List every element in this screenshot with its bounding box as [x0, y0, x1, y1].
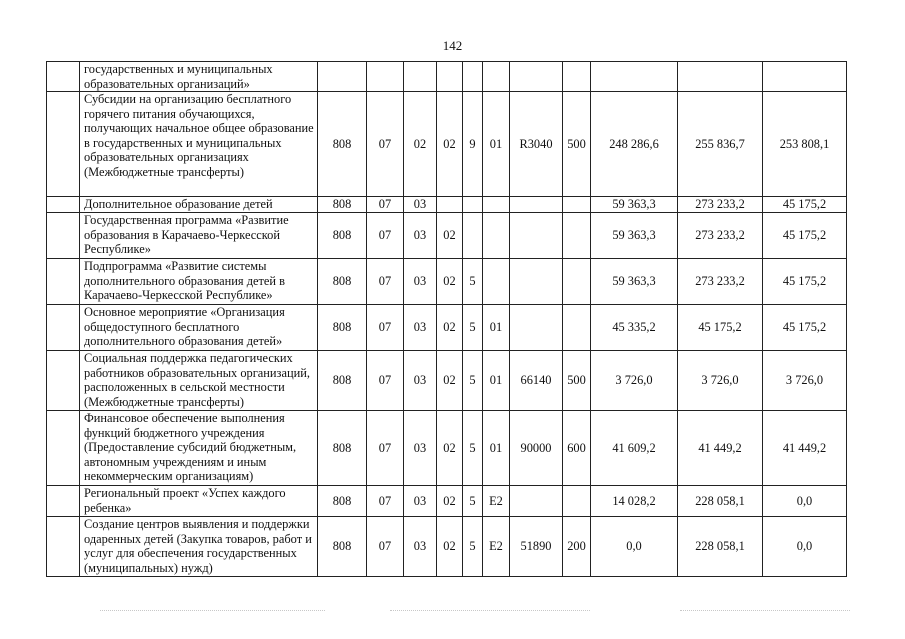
cell-sum1: 248 286,6 [591, 92, 678, 197]
cell-cs1: 02 [437, 411, 463, 486]
cell-ved: 808 [318, 259, 367, 305]
cell-ved: 808 [318, 305, 367, 351]
cell-cs3: E2 [483, 486, 510, 517]
cell-sum1: 45 335,2 [591, 305, 678, 351]
cell-cs2: 5 [463, 351, 483, 411]
cell-sum3: 41 449,2 [763, 411, 847, 486]
row-name-cell: Подпрограмма «Развитие системы дополнительного образования детей в Карачаево-Черкесской Республике» [80, 259, 318, 305]
row-number-cell [47, 351, 80, 411]
cell-cs4 [510, 259, 563, 305]
cell-rz: 07 [367, 517, 404, 577]
cell-sum3: 45 175,2 [763, 305, 847, 351]
cell-cs1 [437, 197, 463, 213]
cell-pr: 02 [404, 92, 437, 197]
cell-cs4 [510, 197, 563, 213]
table-row [47, 259, 847, 305]
cell-cs4: R3040 [510, 92, 563, 197]
cell-sum2: 255 836,7 [678, 92, 763, 197]
cell-sum3: 45 175,2 [763, 259, 847, 305]
cell-cs4: 66140 [510, 351, 563, 411]
table-body [47, 62, 847, 577]
cell-rz: 07 [367, 486, 404, 517]
row-name-cell: Государственная программа «Развитие образования в Карачаево-Черкесской Республике» [80, 213, 318, 259]
cell-cs1: 02 [437, 259, 463, 305]
cell-vr [563, 62, 591, 92]
cell-pr: 03 [404, 517, 437, 577]
cell-ved: 808 [318, 213, 367, 259]
cell-sum1: 3 726,0 [591, 351, 678, 411]
cell-sum1: 59 363,3 [591, 197, 678, 213]
cell-sum2: 228 058,1 [678, 517, 763, 577]
cell-ved: 808 [318, 517, 367, 577]
table-row [47, 411, 847, 486]
table-row [47, 62, 847, 92]
cell-pr: 03 [404, 259, 437, 305]
cell-sum3: 45 175,2 [763, 197, 847, 213]
row-number-cell [47, 259, 80, 305]
cell-cs3 [483, 259, 510, 305]
cell-pr: 03 [404, 197, 437, 213]
cell-cs3: 01 [483, 92, 510, 197]
cell-cs4 [510, 305, 563, 351]
cell-rz: 07 [367, 411, 404, 486]
cell-sum1: 0,0 [591, 517, 678, 577]
table-row [47, 305, 847, 351]
cell-sum1: 14 028,2 [591, 486, 678, 517]
table-row [47, 213, 847, 259]
cell-cs3 [483, 62, 510, 92]
cell-sum1: 59 363,3 [591, 213, 678, 259]
cell-cs3 [483, 197, 510, 213]
cell-pr: 03 [404, 305, 437, 351]
cell-cs1: 02 [437, 351, 463, 411]
cell-cs1: 02 [437, 517, 463, 577]
cell-sum1: 59 363,3 [591, 259, 678, 305]
footer-rule-left [100, 610, 325, 611]
cell-cs2: 5 [463, 486, 483, 517]
cell-sum3 [763, 62, 847, 92]
cell-vr [563, 259, 591, 305]
row-name-cell: Создание центров выявления и поддержки одаренных детей (Закупка товаров, работ и услуг для обеспечения государственных (муниципальных) нужд) [80, 517, 318, 577]
cell-cs2: 9 [463, 92, 483, 197]
cell-rz: 07 [367, 259, 404, 305]
cell-cs4 [510, 486, 563, 517]
cell-rz: 07 [367, 351, 404, 411]
cell-cs1: 02 [437, 305, 463, 351]
cell-cs1: 02 [437, 92, 463, 197]
cell-cs1: 02 [437, 213, 463, 259]
page-number: 142 [442, 38, 463, 53]
cell-vr: 500 [563, 92, 591, 197]
cell-rz: 07 [367, 305, 404, 351]
cell-cs3: 01 [483, 305, 510, 351]
cell-ved [318, 62, 367, 92]
cell-ved: 808 [318, 486, 367, 517]
cell-sum2: 273 233,2 [678, 197, 763, 213]
cell-sum3: 0,0 [763, 486, 847, 517]
cell-cs3: 01 [483, 351, 510, 411]
row-number-cell [47, 197, 80, 213]
cell-ved: 808 [318, 351, 367, 411]
cell-sum3: 253 808,1 [763, 92, 847, 197]
cell-sum2: 41 449,2 [678, 411, 763, 486]
cell-pr: 03 [404, 486, 437, 517]
cell-vr [563, 305, 591, 351]
cell-cs3: 01 [483, 411, 510, 486]
cell-sum2: 273 233,2 [678, 259, 763, 305]
table-row [47, 351, 847, 411]
cell-sum1: 41 609,2 [591, 411, 678, 486]
footer-rule-right [680, 610, 850, 611]
cell-cs1 [437, 62, 463, 92]
cell-sum2 [678, 62, 763, 92]
cell-cs2: 5 [463, 305, 483, 351]
table-row [47, 197, 847, 213]
cell-pr [404, 62, 437, 92]
row-number-cell [47, 305, 80, 351]
cell-vr: 200 [563, 517, 591, 577]
row-name-cell: Финансовое обеспечение выполнения функций бюджетного учреждения (Предоставление субсидий бюджетным, автономным учреждениям и иным некоммерческим организациям) [80, 411, 318, 486]
cell-rz [367, 62, 404, 92]
budget-table [46, 61, 847, 577]
row-number-cell [47, 517, 80, 577]
cell-rz: 07 [367, 197, 404, 213]
cell-ved: 808 [318, 197, 367, 213]
row-name-cell: Региональный проект «Успех каждого ребенка» [80, 486, 318, 517]
cell-sum2: 45 175,2 [678, 305, 763, 351]
cell-sum2: 228 058,1 [678, 486, 763, 517]
cell-vr: 500 [563, 351, 591, 411]
row-name-cell: Дополнительное образование детей [80, 197, 318, 213]
row-number-cell [47, 92, 80, 197]
cell-vr: 600 [563, 411, 591, 486]
row-number-cell [47, 62, 80, 92]
cell-sum2: 273 233,2 [678, 213, 763, 259]
cell-cs2: 5 [463, 411, 483, 486]
row-number-cell [47, 486, 80, 517]
cell-cs2 [463, 62, 483, 92]
cell-cs4: 51890 [510, 517, 563, 577]
cell-sum3: 45 175,2 [763, 213, 847, 259]
cell-sum1 [591, 62, 678, 92]
cell-vr [563, 213, 591, 259]
cell-cs2: 5 [463, 259, 483, 305]
cell-ved: 808 [318, 411, 367, 486]
cell-rz: 07 [367, 213, 404, 259]
row-name-cell: Субсидии на организацию бесплатного горячего питания обучающихся, получающих начальное общее образование в государственных и муниципальных образовательных организациях (Межбюджетные трансферты) [80, 92, 318, 197]
cell-cs4 [510, 62, 563, 92]
cell-pr: 03 [404, 351, 437, 411]
table-row [47, 92, 847, 197]
cell-cs3 [483, 213, 510, 259]
table-row [47, 486, 847, 517]
cell-cs4 [510, 213, 563, 259]
cell-rz: 07 [367, 92, 404, 197]
table-row [47, 517, 847, 577]
cell-cs3: E2 [483, 517, 510, 577]
row-number-cell [47, 411, 80, 486]
row-name-cell: Основное мероприятие «Организация общедоступного бесплатного дополнительного образования детей» [80, 305, 318, 351]
cell-sum3: 0,0 [763, 517, 847, 577]
cell-cs2: 5 [463, 517, 483, 577]
cell-cs4: 90000 [510, 411, 563, 486]
cell-sum3: 3 726,0 [763, 351, 847, 411]
cell-sum2: 3 726,0 [678, 351, 763, 411]
cell-vr [563, 486, 591, 517]
row-number-cell [47, 213, 80, 259]
cell-cs1: 02 [437, 486, 463, 517]
cell-pr: 03 [404, 411, 437, 486]
cell-vr [563, 197, 591, 213]
footer-rule-middle [390, 610, 590, 611]
cell-pr: 03 [404, 213, 437, 259]
cell-cs2 [463, 197, 483, 213]
row-name-cell: государственных и муниципальных образовательных организаций» [80, 62, 318, 92]
cell-cs2 [463, 213, 483, 259]
row-name-cell: Социальная поддержка педагогических работников образовательных организаций, расположенных в сельской местности (Межбюджетные трансферты) [80, 351, 318, 411]
cell-ved: 808 [318, 92, 367, 197]
